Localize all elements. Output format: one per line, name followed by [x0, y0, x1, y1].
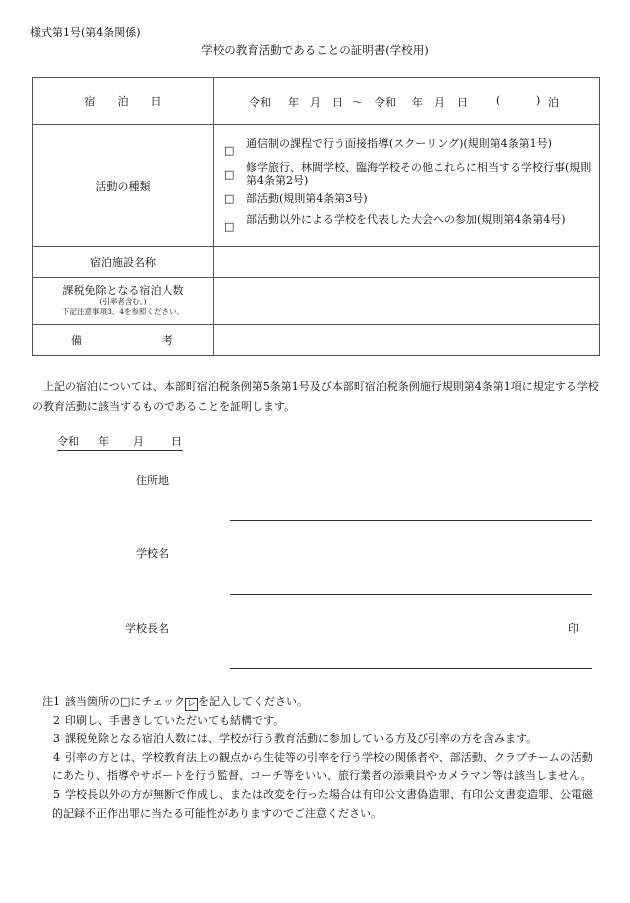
- certification-statement: 上記の宿泊については、本部町宿泊税条例第5条第1号及び本部町宿泊税条例施行規則第4条第1項に規定する学校の教育活動に該当するものであることを証明します。: [32, 380, 599, 413]
- note-number-5: 5: [53, 787, 60, 801]
- activity-option-club[interactable]: [224, 192, 595, 206]
- stay-tilde: 〜: [352, 96, 363, 109]
- issue-date-era: 令和: [57, 435, 79, 448]
- exempt-count-label-cell: [33, 278, 214, 325]
- stay-month-start: 月: [310, 96, 321, 109]
- exempt-count-row: [33, 278, 600, 325]
- note-text: 印刷し、手書きしていただいても結構です。: [65, 713, 285, 727]
- issue-date-year: 年: [98, 435, 109, 448]
- exempt-count-note-1: (引率者含む。): [99, 297, 147, 306]
- note-number-2: 2: [53, 713, 60, 727]
- facility-name-row: [33, 247, 600, 278]
- activity-option-text: 修学旅行、林間学校、臨海学校その他これらに相当する学校行事(規則第4条第2号): [246, 160, 592, 188]
- activity-checkbox-3[interactable]: □: [224, 191, 235, 205]
- seal-mark: 印: [568, 622, 579, 635]
- stay-year-end: 年: [412, 96, 423, 109]
- note-item-1: [32, 693, 602, 712]
- stay-era-end: 令和: [374, 96, 396, 109]
- activity-type-row: [33, 125, 600, 247]
- stay-day-end: 日: [457, 96, 468, 109]
- school-name-signature-line[interactable]: [230, 594, 592, 595]
- school-name-label: 学校名: [136, 547, 169, 560]
- note-number-1: [32, 693, 60, 712]
- issue-date-day: 日: [171, 435, 182, 448]
- remarks-label-cell: [33, 325, 214, 356]
- activity-type-label: 活動の種類: [33, 125, 214, 247]
- stay-year-start: 年: [288, 96, 299, 109]
- remarks-field[interactable]: [214, 325, 600, 356]
- checkmark-example-icon: レ: [187, 699, 197, 709]
- stay-paren-close: ): [536, 94, 541, 107]
- remarks-row: [33, 325, 600, 356]
- activity-checkbox-2[interactable]: □: [224, 167, 235, 181]
- form-number-label: 様式第1号(第4条関係): [30, 26, 141, 39]
- facility-name-label: 宿泊施設名称: [33, 247, 214, 278]
- address-signature-line[interactable]: [230, 520, 592, 521]
- stay-dates-row: [33, 78, 600, 125]
- note-item-2: [32, 712, 602, 731]
- note-number-4: 4: [53, 750, 60, 764]
- facility-name-field[interactable]: [214, 247, 600, 278]
- stay-dates-label: 宿 泊 日: [33, 78, 214, 125]
- notes-section: [32, 693, 602, 823]
- activity-checkbox-4[interactable]: □: [224, 220, 235, 234]
- stay-paren-open: (: [496, 94, 501, 107]
- note-item-3: [32, 730, 602, 749]
- activity-type-field: [214, 125, 600, 247]
- activity-checkbox-1[interactable]: □: [224, 144, 235, 158]
- remarks-label-right: 考: [162, 334, 173, 347]
- stay-era-start: 令和: [249, 96, 271, 109]
- stay-nights-label: 泊: [548, 96, 559, 109]
- activity-option-text: 部活動(規則第4条第3号): [246, 191, 368, 205]
- note-text: 該当箇所の□にチェック: [65, 695, 186, 708]
- note-text: 課税免除となる宿泊人数には、学校が行う教育活動に参加している方及び引率の方を含みます。: [65, 732, 538, 746]
- note-item-4: [32, 749, 602, 786]
- exempt-count-label: 課税免除となる宿泊人数: [62, 284, 184, 297]
- principal-name-label: 学校長名: [125, 622, 169, 635]
- note-text: 引率の方とは、学校教育法上の観点から生徒等の引率を行う学校の関係者や、部活動、クラブチームの活動にあたり、指導やサポートを行う監督、コーチ等をいい、旅行業者の添乗員やカメラマン等は該当しません。: [52, 750, 593, 783]
- activity-option-text: 通信制の課程で行う面接指導(スクーリング)(規則第4条第1号): [246, 137, 552, 151]
- notes-prefix: 注: [42, 695, 53, 708]
- stay-dates-field[interactable]: [214, 78, 600, 125]
- stay-day-start: 日: [332, 96, 343, 109]
- activity-option-schooling[interactable]: [224, 137, 595, 158]
- note-number-text: 1: [53, 695, 60, 708]
- certificate-table: [32, 77, 600, 356]
- remarks-label-left: 備: [71, 334, 82, 347]
- exempt-count-note-2: 下記注意事項3、4を参照ください。: [61, 307, 185, 316]
- stay-month-end: 月: [434, 96, 445, 109]
- issue-date[interactable]: [57, 433, 183, 451]
- activity-option-text: 部活動以外による学校を代表した大会への参加(規則第4条第4号): [246, 213, 566, 227]
- document-title: 学校の教育活動であることの証明書(学校用): [201, 43, 429, 57]
- principal-name-signature-line[interactable]: [230, 668, 592, 669]
- note-item-5: [32, 786, 602, 823]
- note-number-3: 3: [53, 732, 60, 746]
- issue-date-month: 月: [133, 435, 144, 448]
- activity-option-school-event[interactable]: [224, 161, 595, 188]
- address-label: 住所地: [136, 474, 169, 487]
- note-text: を記入してください。: [198, 695, 309, 708]
- exempt-count-field[interactable]: [214, 278, 600, 325]
- note-text: 学校長以外の方が無断で作成し、または改変を行った場合は有印公文書偽造罪、有印公文書変造罪、公電磁的記録不正作出罪に当たる可能性がありますのでご注意ください。: [52, 787, 593, 820]
- activity-option-tournament[interactable]: [224, 213, 595, 234]
